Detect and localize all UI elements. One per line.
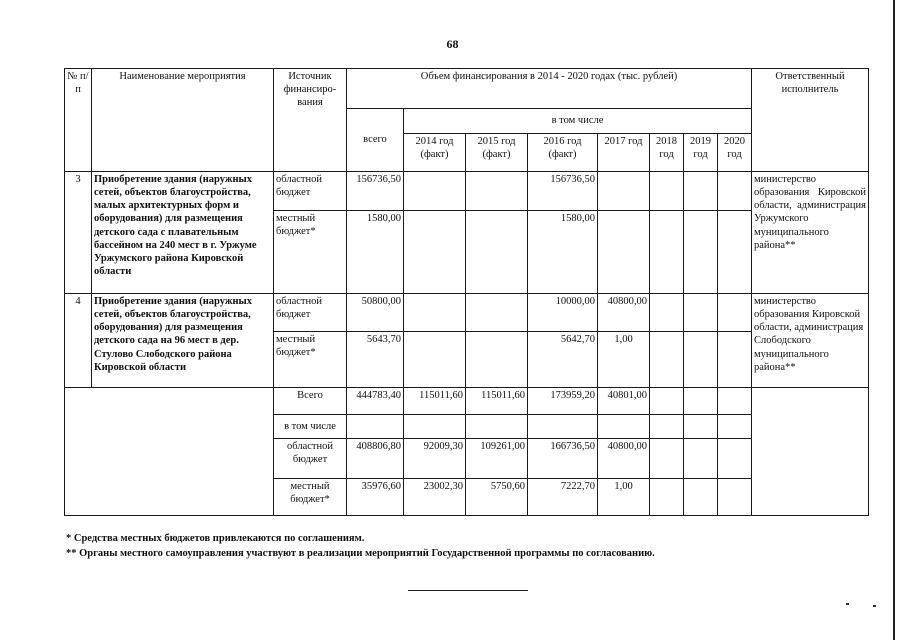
cell-y2016: 1580,00	[528, 211, 598, 294]
cell-y2015	[466, 172, 528, 211]
header-responsible: Ответственный исполнитель	[752, 69, 869, 172]
cell-y2016: 7222,70	[528, 479, 598, 516]
cell-y2014	[404, 172, 466, 211]
header-y2017: 2017 год	[598, 134, 650, 172]
financing-table	[64, 68, 869, 516]
scan-speck	[873, 605, 876, 607]
cell-total: 408806,80	[347, 439, 404, 479]
row-source: местный бюджет*	[274, 211, 347, 294]
cell-y2015	[466, 211, 528, 294]
signature-line	[408, 590, 528, 591]
header-num: № п/п	[65, 69, 92, 172]
cell-total: 5643,70	[347, 332, 404, 388]
row-source: местный бюджет*	[274, 332, 347, 388]
table-row	[65, 172, 869, 211]
cell-y2017	[598, 211, 650, 294]
cell-total: 50800,00	[347, 294, 404, 332]
cell-y2017: 1,00	[598, 332, 650, 388]
cell-y2015: 115011,60	[466, 388, 528, 415]
page-number: 68	[446, 37, 459, 51]
cell-y2014: 92009,30	[404, 439, 466, 479]
header-y2014: 2014 год (факт)	[404, 134, 466, 172]
cell-total: 35976,60	[347, 479, 404, 516]
cell-y2014	[404, 332, 466, 388]
cell-y2016: 166736,50	[528, 439, 598, 479]
header-source: Источник финансиро-вания	[274, 69, 347, 172]
cell-total: 156736,50	[347, 172, 404, 211]
row-source: областной бюджет	[274, 172, 347, 211]
header-y2020: 2020 год	[718, 134, 752, 172]
cell-total: 444783,40	[347, 388, 404, 415]
cell-y2016: 156736,50	[528, 172, 598, 211]
table-row	[65, 294, 869, 332]
cell-y2017: 40800,00	[598, 294, 650, 332]
row-name: Приобретение здания (наружных сетей, объектов благоустройства, оборудования) для размещения детского сада на 96 мест в дер. Стулово Слободского района Кировской области	[92, 294, 274, 388]
footnotes	[66, 531, 655, 561]
row-responsible: министерство образования Кировской области, администрация Уржумского муниципального района**	[752, 172, 869, 294]
cell-y2014: 115011,60	[404, 388, 466, 415]
header-incl: в том числе	[404, 109, 752, 134]
totals-row	[65, 388, 869, 415]
footnote-1: * Средства местных бюджетов привлекаются по соглашениям.	[66, 533, 365, 544]
row-name: Приобретение здания (наружных сетей, объектов благоустройства, малых архитектурных форм и оборудования) для размещения детского сада с плавательным бассейном на 240 мест в г. Уржуме Уржумского района Кировской области	[92, 172, 274, 294]
header-y2018: 2018 год	[650, 134, 684, 172]
row-responsible: министерство образования Кировской области, администрация Слободского муниципального района**	[752, 294, 869, 388]
cell-y2017	[598, 172, 650, 211]
header-y2016: 2016 год (факт)	[528, 134, 598, 172]
cell-y2016: 10000,00	[528, 294, 598, 332]
cell-y2015: 109261,00	[466, 439, 528, 479]
cell-y2017: 40800,00	[598, 439, 650, 479]
header-y2019: 2019 год	[684, 134, 718, 172]
scan-speck	[846, 603, 849, 605]
row-source: областной бюджет	[274, 294, 347, 332]
cell-y2014: 23002,30	[404, 479, 466, 516]
row-num: 3	[65, 172, 92, 294]
header-y2015: 2015 год (факт)	[466, 134, 528, 172]
totals-source: Всего	[274, 388, 347, 415]
scan-edge-line	[893, 0, 895, 640]
cell-y2015	[466, 294, 528, 332]
cell-y2014	[404, 211, 466, 294]
header-volume: Объем финансирования в 2014 - 2020 годах (тыс. рублей)	[347, 69, 752, 109]
cell-y2016: 5642,70	[528, 332, 598, 388]
cell-total: 1580,00	[347, 211, 404, 294]
totals-source: местный бюджет*	[274, 479, 347, 516]
cell-y2017: 1,00	[598, 479, 650, 516]
footnote-2: ** Органы местного самоуправления участвуют в реализации мероприятий Государственной программы по согласованию.	[66, 548, 655, 559]
cell-y2017: 40801,00	[598, 388, 650, 415]
cell-y2016: 173959,20	[528, 388, 598, 415]
totals-source: в том числе	[274, 415, 347, 439]
totals-source: областной бюджет	[274, 439, 347, 479]
header-total: всего	[347, 109, 404, 172]
cell-y2014	[404, 294, 466, 332]
cell-y2015: 5750,60	[466, 479, 528, 516]
row-num: 4	[65, 294, 92, 388]
header-name: Наименование мероприятия	[92, 69, 274, 172]
cell-y2015	[466, 332, 528, 388]
